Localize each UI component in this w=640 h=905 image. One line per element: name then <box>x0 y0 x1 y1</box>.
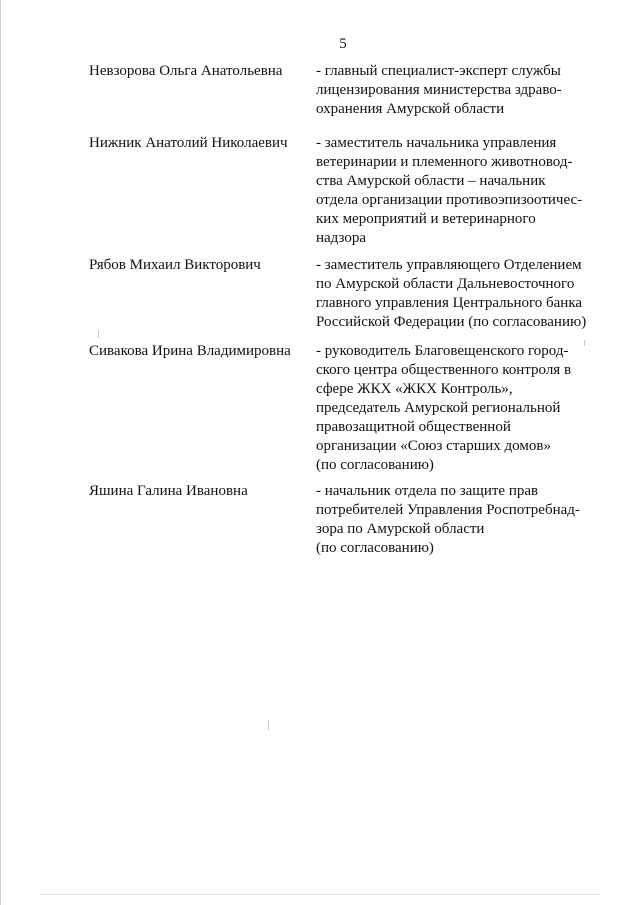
position-line: лицензирования министерства здраво- <box>316 82 562 98</box>
position-line: организации «Союз старших домов» <box>316 438 551 454</box>
member-position <box>316 62 606 119</box>
position-line: - начальник отдела по защите прав <box>316 483 539 499</box>
member-position <box>316 256 606 332</box>
member-name: Нижник Анатолий Николаевич <box>89 135 288 151</box>
position-line: зора по Амурской области <box>316 521 485 537</box>
scan-edge-left <box>0 0 1 905</box>
position-line: (по согласованию) <box>316 540 434 556</box>
position-line: главного управления Центрального банка <box>316 295 583 311</box>
scan-speck <box>98 330 99 338</box>
member-name: Сивакова Ирина Владимировна <box>89 343 291 359</box>
member-name: Рябов Михаил Викторович <box>89 257 261 273</box>
position-line: потребителей Управления Роспотребнад- <box>316 502 580 518</box>
position-line: сфере ЖКХ «ЖКХ Контроль», <box>316 381 513 397</box>
position-line: охранения Амурской области <box>316 101 505 117</box>
member-name: Яшина Галина Ивановна <box>89 483 248 499</box>
member-position <box>316 482 606 558</box>
page-number: 5 <box>339 36 347 52</box>
position-line: - главный специалист-эксперт службы <box>316 63 561 79</box>
position-line: Российской Федерации (по согласованию) <box>316 314 587 330</box>
member-position <box>316 342 606 475</box>
position-line: - заместитель начальника управления <box>316 135 557 151</box>
scan-speck <box>268 720 269 730</box>
position-line: по Амурской области Дальневосточного <box>316 276 575 292</box>
position-line: ветеринарии и племенного животновод- <box>316 154 573 170</box>
position-line: ства Амурской области – начальник <box>316 173 546 189</box>
position-line: ского центра общественного контроля в <box>316 362 572 378</box>
position-line: правозащитной общественной <box>316 419 511 435</box>
position-line: ких мероприятий и ветеринарного <box>316 211 536 227</box>
position-line: председатель Амурской региональной <box>316 400 561 416</box>
position-line: (по согласованию) <box>316 457 434 473</box>
position-line: надзора <box>316 230 366 246</box>
position-line: - заместитель управляющего Отделением <box>316 257 582 273</box>
scan-edge-bottom <box>40 894 600 895</box>
position-line: отдела организации противоэпизоотичес- <box>316 192 583 208</box>
member-name: Невзорова Ольга Анатольевна <box>89 63 283 79</box>
position-line: - руководитель Благовещенского город- <box>316 343 569 359</box>
member-position <box>316 134 606 248</box>
